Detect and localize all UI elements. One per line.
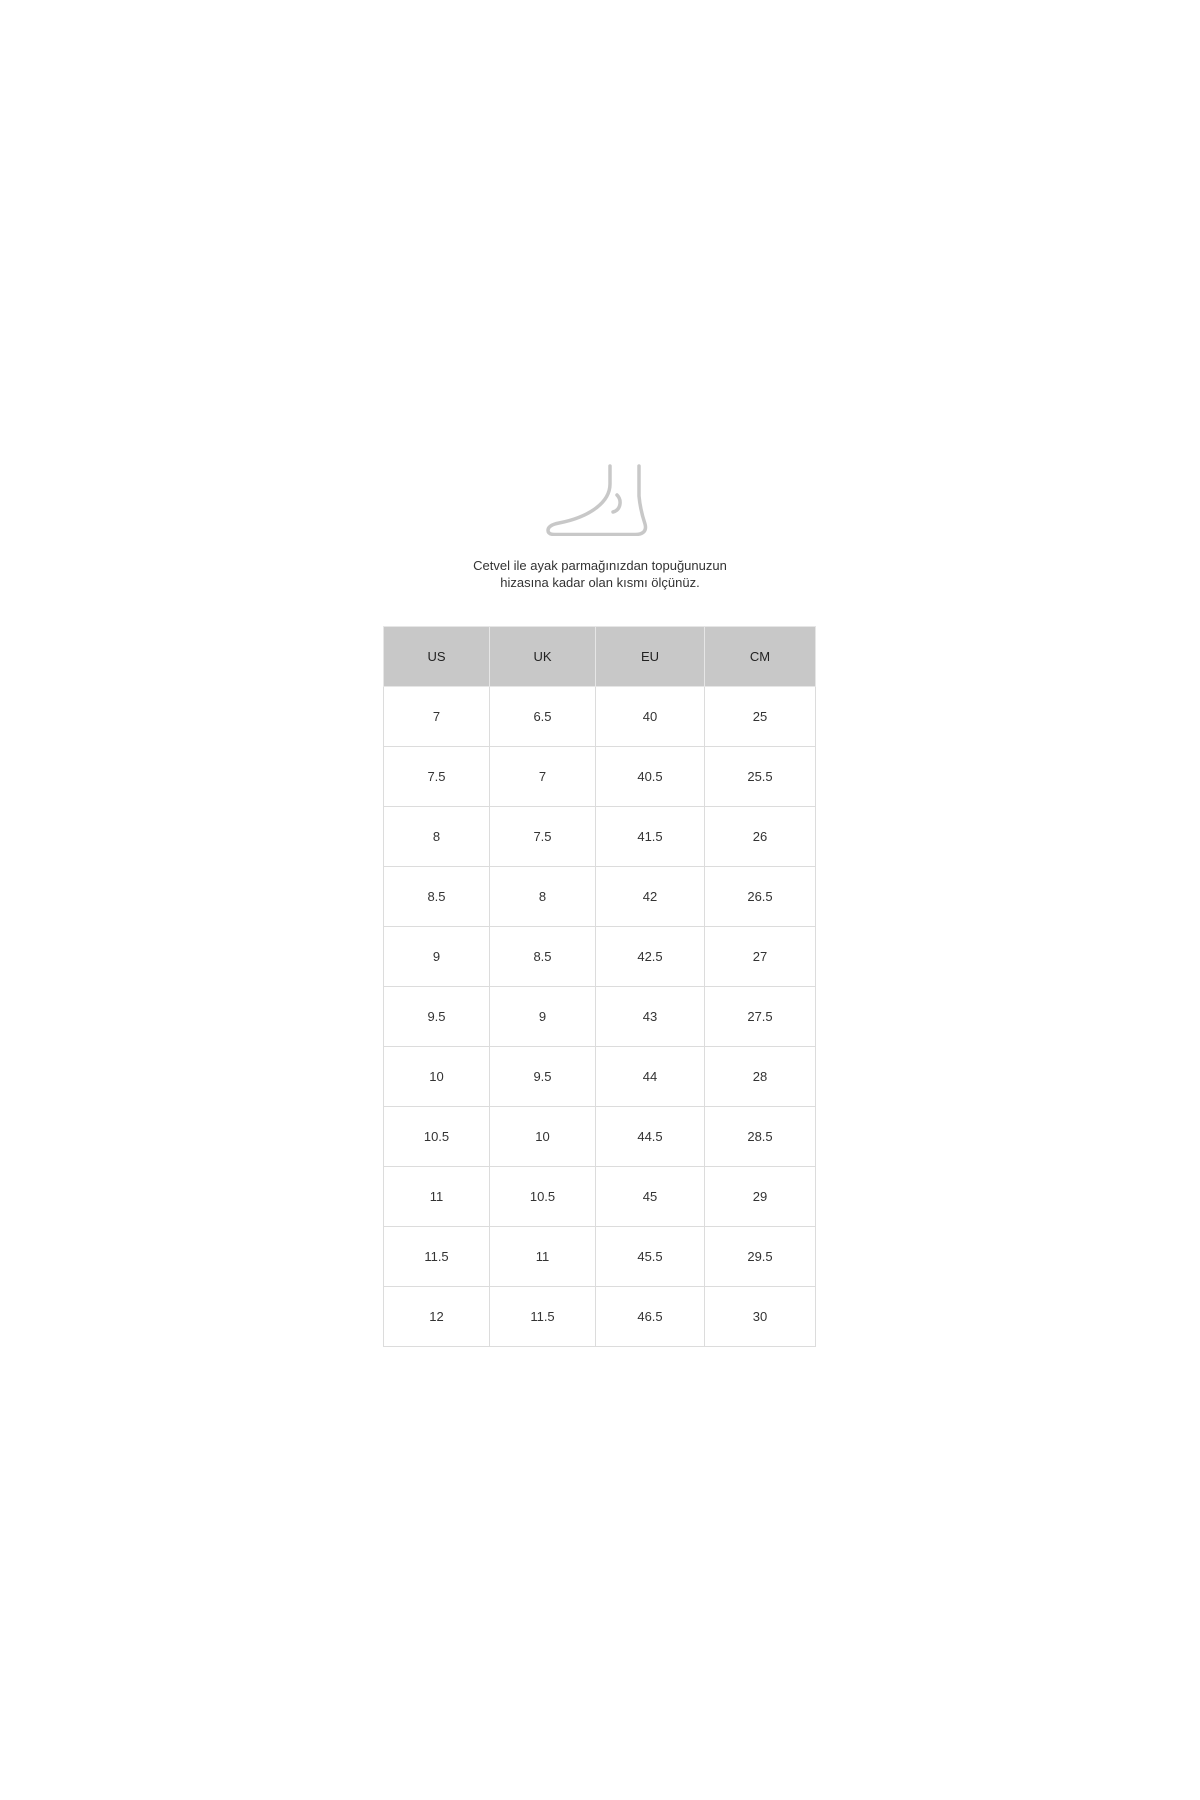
- table-cell-us: 8: [384, 807, 490, 867]
- table-row: [384, 1107, 816, 1167]
- table-cell-uk: 8.5: [490, 927, 596, 987]
- table-cell-us: 10: [384, 1047, 490, 1107]
- column-header-eu: EU: [596, 627, 705, 687]
- foot-outline-icon: [545, 462, 651, 536]
- table-row: [384, 1227, 816, 1287]
- table-cell-cm: 29.5: [705, 1227, 816, 1287]
- size-chart-table: [383, 626, 816, 1347]
- table-cell-cm: 25.5: [705, 747, 816, 807]
- table-cell-eu: 40: [596, 687, 705, 747]
- measurement-instruction: [380, 557, 820, 591]
- table-cell-uk: 11.5: [490, 1287, 596, 1347]
- table-cell-uk: 10: [490, 1107, 596, 1167]
- table-row: [384, 807, 816, 867]
- table-cell-cm: 25: [705, 687, 816, 747]
- table-header-row: [384, 627, 816, 687]
- table-cell-eu: 41.5: [596, 807, 705, 867]
- table-cell-eu: 43: [596, 987, 705, 1047]
- table-cell-us: 10.5: [384, 1107, 490, 1167]
- table-cell-eu: 44: [596, 1047, 705, 1107]
- table-cell-uk: 8: [490, 867, 596, 927]
- table-cell-eu: 44.5: [596, 1107, 705, 1167]
- table-row: [384, 747, 816, 807]
- table-cell-cm: 26.5: [705, 867, 816, 927]
- instruction-line-1: Cetvel ile ayak parmağınızdan topuğunuzun: [473, 558, 727, 573]
- table-row: [384, 987, 816, 1047]
- table-cell-eu: 42.5: [596, 927, 705, 987]
- column-header-us: US: [384, 627, 490, 687]
- table-cell-cm: 30: [705, 1287, 816, 1347]
- table-cell-uk: 7.5: [490, 807, 596, 867]
- table-cell-us: 11: [384, 1167, 490, 1227]
- table-cell-cm: 28.5: [705, 1107, 816, 1167]
- table-cell-us: 7.5: [384, 747, 490, 807]
- table-row: [384, 1047, 816, 1107]
- table-cell-us: 11.5: [384, 1227, 490, 1287]
- table-cell-us: 8.5: [384, 867, 490, 927]
- table-cell-eu: 40.5: [596, 747, 705, 807]
- table-cell-uk: 7: [490, 747, 596, 807]
- column-header-cm: CM: [705, 627, 816, 687]
- table-cell-uk: 9.5: [490, 1047, 596, 1107]
- table-cell-us: 7: [384, 687, 490, 747]
- table-cell-eu: 45.5: [596, 1227, 705, 1287]
- table-row: [384, 867, 816, 927]
- table-cell-us: 12: [384, 1287, 490, 1347]
- table-cell-us: 9.5: [384, 987, 490, 1047]
- table-cell-eu: 45: [596, 1167, 705, 1227]
- table-cell-eu: 42: [596, 867, 705, 927]
- table-cell-cm: 26: [705, 807, 816, 867]
- foot-icon: [545, 462, 651, 536]
- column-header-uk: UK: [490, 627, 596, 687]
- table-row: [384, 1287, 816, 1347]
- table-cell-uk: 11: [490, 1227, 596, 1287]
- table-cell-cm: 27: [705, 927, 816, 987]
- table-cell-uk: 10.5: [490, 1167, 596, 1227]
- table-row: [384, 1167, 816, 1227]
- table-cell-us: 9: [384, 927, 490, 987]
- table-cell-eu: 46.5: [596, 1287, 705, 1347]
- table-cell-cm: 29: [705, 1167, 816, 1227]
- table-row: [384, 927, 816, 987]
- table-body: [384, 687, 816, 1347]
- table-cell-uk: 9: [490, 987, 596, 1047]
- table-row: [384, 687, 816, 747]
- table-cell-uk: 6.5: [490, 687, 596, 747]
- table-cell-cm: 28: [705, 1047, 816, 1107]
- instruction-line-2: hizasına kadar olan kısmı ölçünüz.: [500, 575, 700, 590]
- table-cell-cm: 27.5: [705, 987, 816, 1047]
